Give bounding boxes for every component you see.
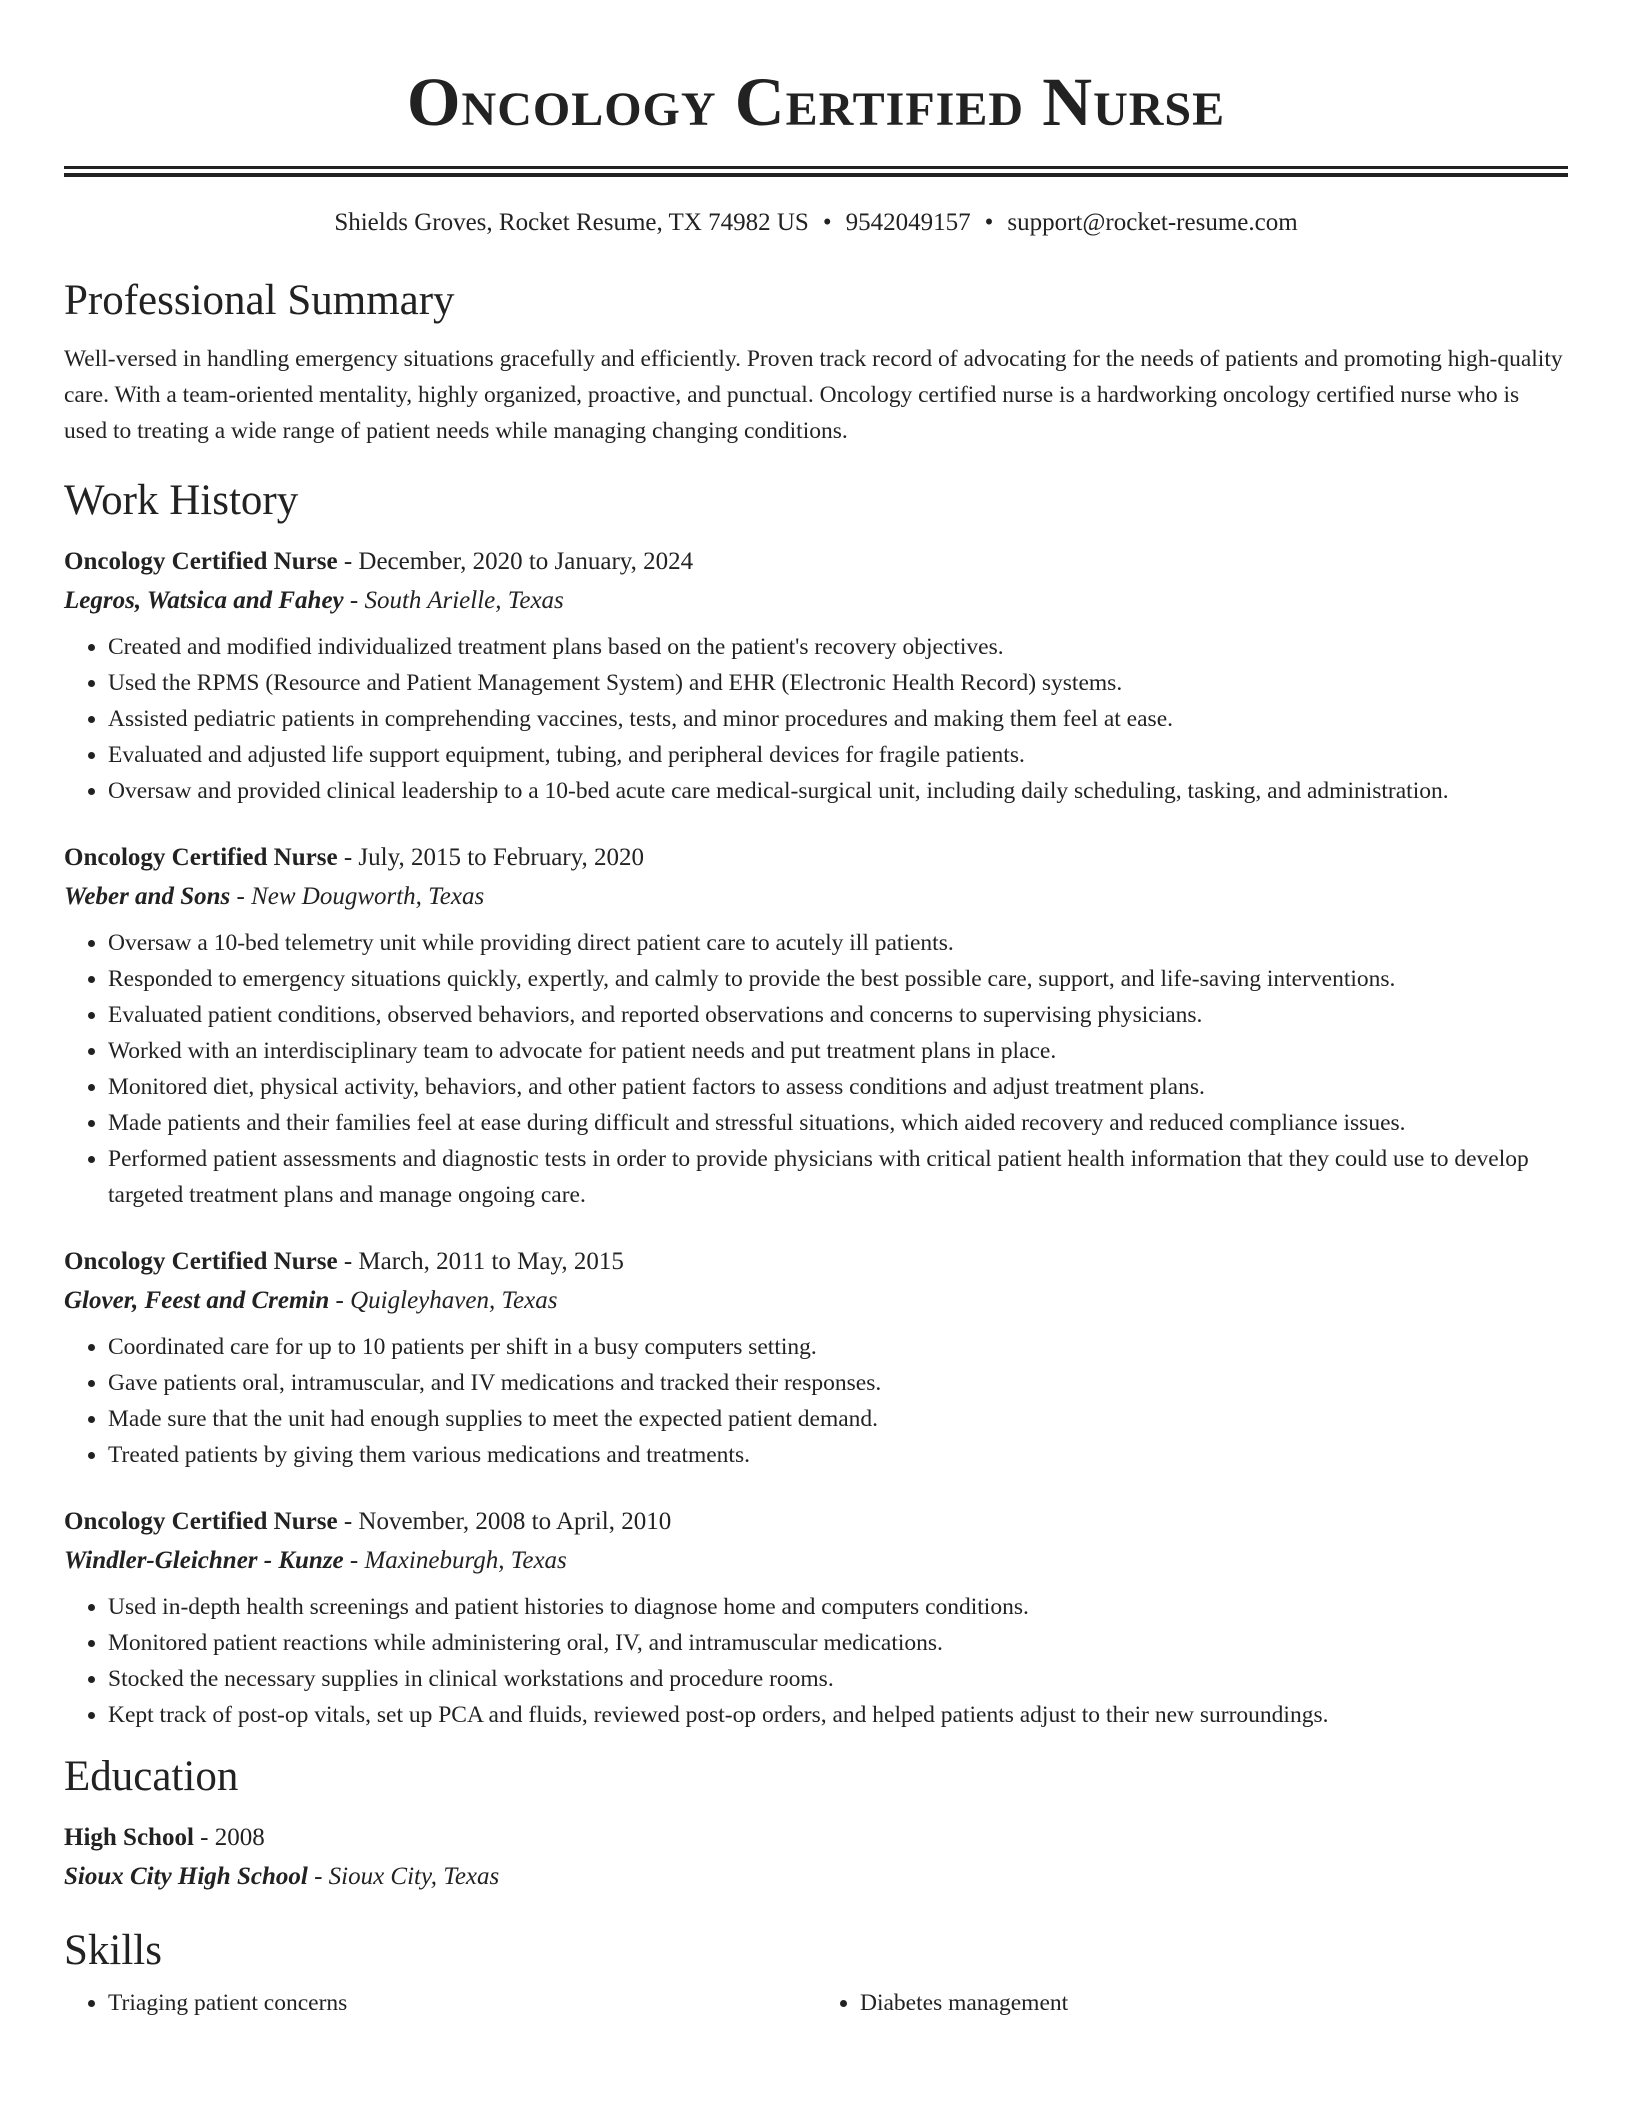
job-bullet: • Assisted pediatric patients in comprehending vaccines, tests, and minor procedures and making them feel at ease. — [108, 701, 1568, 737]
job-bullet: • Coordinated care for up to 10 patients per shift in a busy computers setting. — [108, 1329, 1568, 1365]
job-dates: - March, 2011 to May, 2015 — [337, 1248, 624, 1275]
contact-separator: • — [984, 209, 994, 236]
job-bullet: • Created and modified individualized treatment plans based on the patient's recovery objectives. — [108, 629, 1568, 665]
education-location: - Sioux City, Texas — [307, 1863, 500, 1890]
job-bullet: • Monitored patient reactions while administering oral, IV, and intramuscular medications. — [108, 1625, 1568, 1661]
job-bullets — [64, 629, 1568, 809]
contact-line — [64, 207, 1568, 239]
job-bullet: • Monitored diet, physical activity, behaviors, and other patient factors to assess conditions and adjust treatment plans. — [108, 1069, 1568, 1105]
job-bullets — [64, 925, 1568, 1213]
job-bullet: • Worked with an interdisciplinary team to advocate for patient needs and put treatment plans in place. — [108, 1033, 1568, 1069]
job-dates: - July, 2015 to February, 2020 — [337, 844, 645, 871]
job-bullet: • Evaluated patient conditions, observed behaviors, and reported observations and concerns to supervising physicians. — [108, 997, 1568, 1033]
contact-separator: • — [822, 209, 832, 236]
job-bullet: • Used the RPMS (Resource and Patient Management System) and EHR (Electronic Health Record) systems. — [108, 665, 1568, 701]
job-location: - Quigleyhaven, Texas — [329, 1287, 558, 1314]
job-entry — [64, 1243, 1568, 1473]
job-bullet: • Made sure that the unit had enough supplies to meet the expected patient demand. — [108, 1401, 1568, 1437]
job-title-line — [64, 839, 1568, 877]
skills-heading: Skills — [64, 1927, 162, 1974]
job-bullet: • Evaluated and adjusted life support equipment, tubing, and peripheral devices for fragile patients. — [108, 737, 1568, 773]
job-dates: - December, 2020 to January, 2024 — [337, 548, 694, 575]
contact-email: support@rocket-resume.com — [1007, 209, 1298, 236]
job-bullet: • Responded to emergency situations quickly, expertly, and calmly to provide the best possible care, support, and life-saving interventions. — [108, 961, 1568, 997]
skill-item: • Diabetes management — [860, 1985, 1568, 2021]
job-title: Oncology Certified Nurse — [64, 548, 338, 575]
education-year: - 2008 — [193, 1824, 265, 1851]
contact-phone: 9542049157 — [845, 209, 971, 236]
job-bullet: • Gave patients oral, intramuscular, and IV medications and tracked their responses. — [108, 1365, 1568, 1401]
job-title-line — [64, 1503, 1568, 1541]
job-company: Weber and Sons — [64, 883, 231, 910]
job-title: Oncology Certified Nurse — [64, 844, 338, 871]
education-heading: Education — [64, 1753, 239, 1800]
job-bullet: • Treated patients by giving them various medications and treatments. — [108, 1437, 1568, 1473]
summary-text: Well-versed in handling emergency situations gracefully and efficiently. Proven track record of advocating for the needs of patients and promoting high-quality care. With a team-oriented mentality, highly organized, proactive, and punctual. Oncology certified nurse is a hardworking oncology certified nurse who is used to treating a wide range of patient needs while managing changing conditions. — [64, 346, 1563, 444]
job-title: Oncology Certified Nurse — [64, 1508, 338, 1535]
job-bullet: • Oversaw a 10-bed telemetry unit while providing direct patient care to acutely ill patients. — [108, 925, 1568, 961]
education-degree-line — [64, 1819, 1568, 1857]
job-bullet: • Stocked the necessary supplies in clinical workstations and procedure rooms. — [108, 1661, 1568, 1697]
job-location: - New Dougworth, Texas — [230, 883, 485, 910]
job-company-line — [64, 877, 1568, 917]
job-title-line — [64, 1243, 1568, 1281]
job-bullet: • Performed patient assessments and diagnostic tests in order to provide physicians with critical patient health information that they could use to develop targeted treatment plans and manage ongoing care. — [108, 1141, 1568, 1213]
job-company: Legros, Watsica and Fahey — [64, 587, 344, 614]
education-school-line — [64, 1857, 1568, 1897]
skill-item: • Triaging patient concerns — [108, 1985, 816, 2021]
resume-title: Oncology Certified Nurse — [406, 64, 1226, 140]
job-location: - Maxineburgh, Texas — [343, 1547, 567, 1574]
contact-address: Shields Groves, Rocket Resume, TX 74982 US — [334, 209, 809, 236]
job-bullets — [64, 1329, 1568, 1473]
job-location: - South Arielle, Texas — [343, 587, 564, 614]
job-title-line — [64, 543, 1568, 581]
job-bullets — [64, 1589, 1568, 1733]
job-company-line — [64, 1541, 1568, 1581]
job-bullet: • Oversaw and provided clinical leadership to a 10-bed acute care medical-surgical unit, including daily scheduling, tasking, and administration. — [108, 773, 1568, 809]
skills-list — [64, 1985, 1568, 2021]
job-company-line — [64, 581, 1568, 621]
job-dates: - November, 2008 to April, 2010 — [337, 1508, 672, 1535]
job-entry — [64, 839, 1568, 1213]
education-degree: High School — [64, 1824, 194, 1851]
job-entry — [64, 1503, 1568, 1733]
job-bullet: • Made patients and their families feel at ease during difficult and stressful situations, which aided recovery and reduced compliance issues. — [108, 1105, 1568, 1141]
job-bullet: • Used in-depth health screenings and patient histories to diagnose home and computers conditions. — [108, 1589, 1568, 1625]
education-entry — [64, 1819, 1568, 1897]
job-company-line — [64, 1281, 1568, 1321]
job-company: Glover, Feest and Cremin — [64, 1287, 330, 1314]
job-company: Windler-Gleichner - Kunze — [64, 1547, 344, 1574]
job-entry — [64, 543, 1568, 809]
job-bullet: • Kept track of post-op vitals, set up PCA and fluids, reviewed post-op orders, and helped patients adjust to their new surroundings. — [108, 1697, 1568, 1733]
summary-heading: Professional Summary — [64, 277, 455, 324]
job-title: Oncology Certified Nurse — [64, 1248, 338, 1275]
education-school: Sioux City High School — [64, 1863, 308, 1890]
work-history-heading: Work History — [64, 477, 299, 524]
title-double-rule — [64, 166, 1568, 177]
